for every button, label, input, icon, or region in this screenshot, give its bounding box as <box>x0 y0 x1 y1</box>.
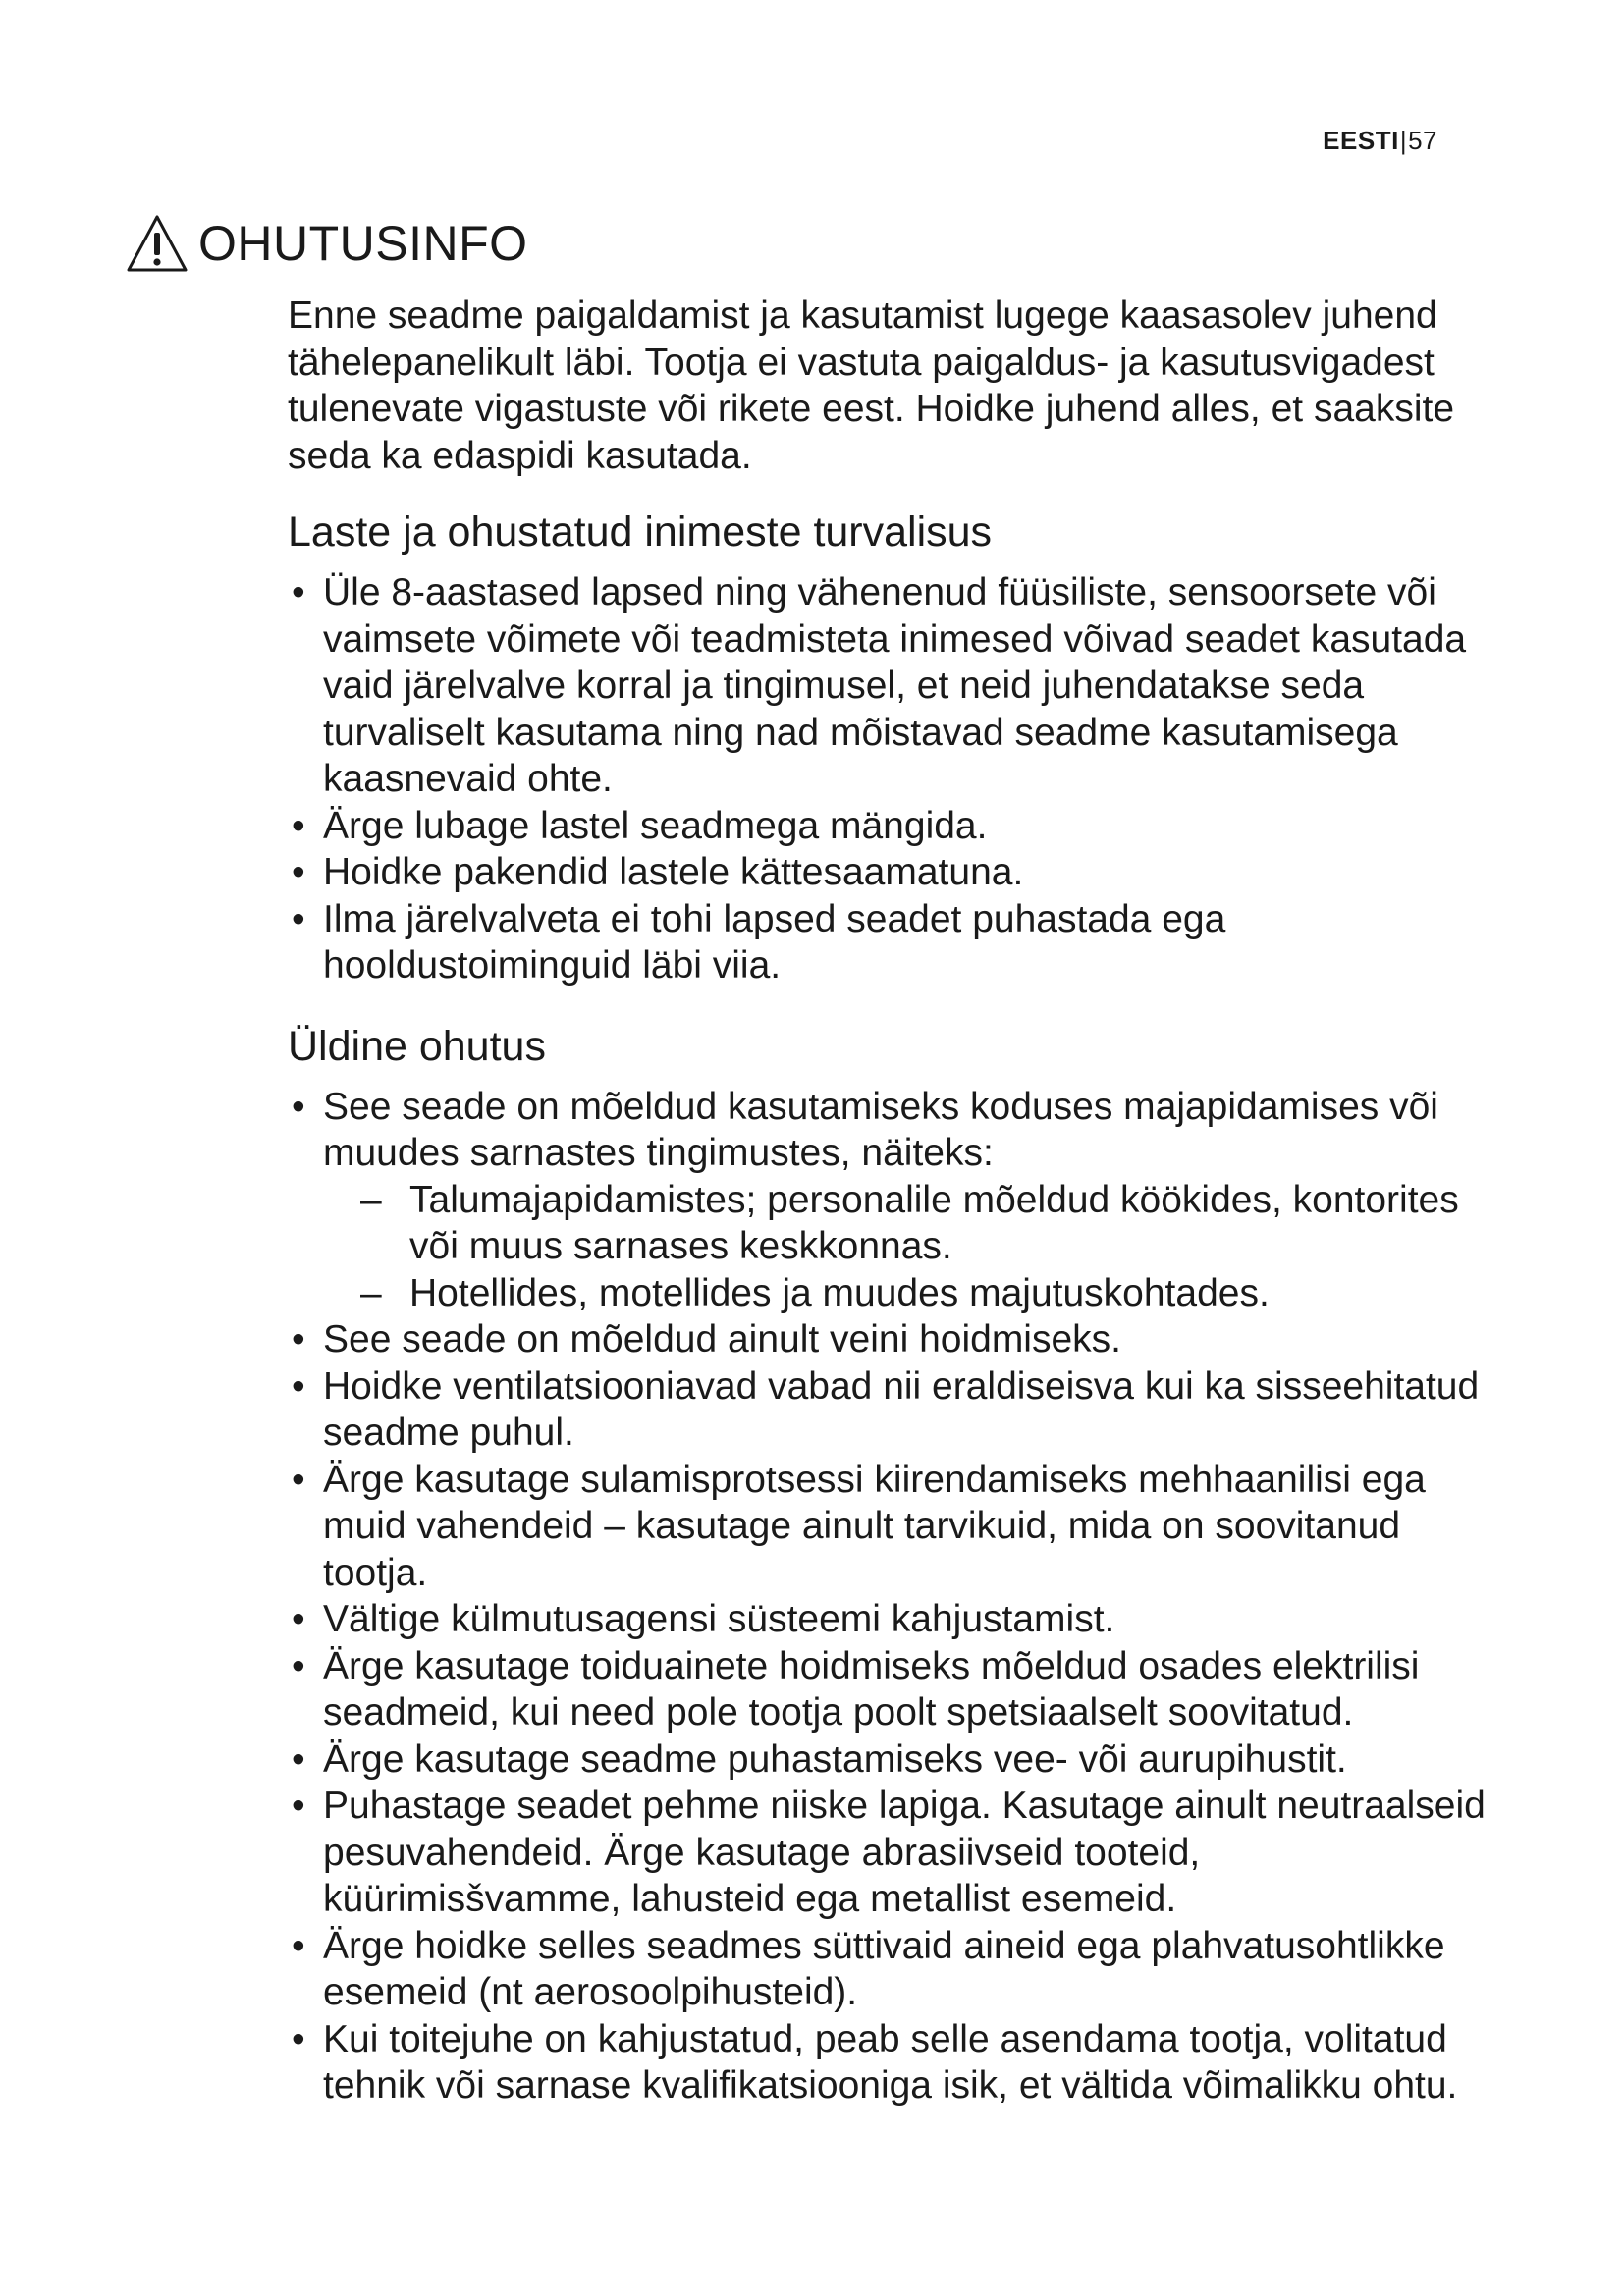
list-item: • Üle 8-aastased lapsed ning vähenenud füüsiliste, sensoorsete või vaimsete võimete või teadmisteta inimesed võivad seadet kasutada vaid järelvalve korral ja tingimusel, et neid juhendatakse seda turvaliselt kasutama ning nad mõistavad seadme kasutamisega kaasnevaid ohte. <box>288 569 1500 803</box>
list-item: • Ärge kasutage seadme puhastamiseks vee- või aurupihustit. <box>288 1736 1500 1784</box>
intro-paragraph: Enne seadme paigaldamist ja kasutamist lugege kaasasolev juhend tähelepanelikult läbi. Tootja ei vastuta paigaldus- ja kasutusvigadest tulenevate vigastuste või rikete eest. Hoidke juhend alles, et saaksite seda ka edaspidi kasutada. <box>288 294 1455 477</box>
list-item: • Vältige külmutusagensi süsteemi kahjustamist. <box>288 1596 1500 1643</box>
header-language: EESTI <box>1323 126 1399 155</box>
list-item-text: See seade on mõeldud kasutamiseks koduses majapidamises või muudes sarnastes tingimustes, näiteks: <box>323 1085 1438 1174</box>
sub-list <box>323 1177 1500 1317</box>
list-item: • Hoidke ventilatsiooniavad vabad nii eraldiseisva kui ka sisseehitatud seadme puhul. <box>288 1363 1500 1457</box>
list-item <box>288 1084 1500 1317</box>
page-title: OHUTUSINFO <box>198 216 528 271</box>
list-item: • Hoidke pakendid lastele kättesaamatuna. <box>288 849 1500 896</box>
list-item: • Ärge lubage lastel seadmega mängida. <box>288 803 1500 850</box>
general-safety-list <box>288 1084 1500 2109</box>
list-item: • Ärge kasutage toiduainete hoidmiseks mõeldud osades elektrilisi seadmeid, kui need pole tootja poolt spetsiaalselt soovitatud. <box>288 1643 1500 1736</box>
list-item: • Puhastage seadet pehme niiske lapiga. Kasutage ainult neutraalseid pesuvahendeid. Ärge kasutage abrasiivseid tooteid, küürimisšvamme, lahusteid ega metallist esemeid. <box>288 1783 1500 1923</box>
list-item: • Ärge kasutage sulamisprotsessi kiirendamiseks mehhaanilisi ega muid vahendeid – kasutage ainult tarvikuid, mida on soovitanud tootja. <box>288 1457 1500 1597</box>
page-header <box>1323 126 1437 156</box>
main-content <box>288 293 1500 2109</box>
header-separator: | <box>1399 126 1408 155</box>
sub-list-item: – Talumajapidamistes; personalile mõeldud köökides, kontorites või muus sarnases keskkonnas. <box>323 1177 1500 1270</box>
list-item: • See seade on mõeldud ainult veini hoidmiseks. <box>288 1316 1500 1363</box>
list-item: • Kui toitejuhe on kahjustatud, peab selle asendama tootja, volitatud tehnik või sarnase kvalifikatsiooniga isik, et vältida võimalikku ohtu. <box>288 2016 1500 2109</box>
section-heading-general-safety: Üldine ohutus <box>288 1022 546 1070</box>
title-row <box>126 214 528 273</box>
child-safety-list <box>288 569 1500 989</box>
list-item: • Ärge hoidke selles seadmes süttivaid aineid ega plahvatusohtlikke esemeid (nt aerosoolpihusteid). <box>288 1923 1500 2016</box>
sub-list-item: – Hotellides, motellides ja muudes majutuskohtades. <box>323 1270 1500 1317</box>
list-item: • Ilma järelvalveta ei tohi lapsed seadet puhastada ega hooldustoiminguid läbi viia. <box>288 896 1500 989</box>
section-heading-child-safety: Laste ja ohustatud inimeste turvalisus <box>288 508 993 556</box>
warning-triangle-icon <box>126 214 189 273</box>
page-number: 57 <box>1408 126 1437 155</box>
